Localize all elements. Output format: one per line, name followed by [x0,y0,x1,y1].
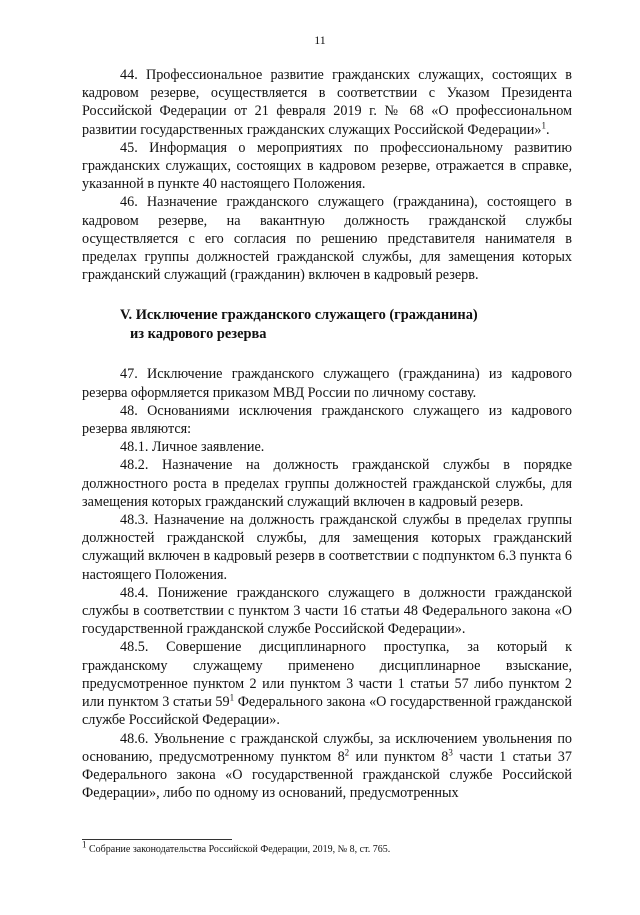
paragraph-48-5-text-a: 48.5. Совершение дисциплинарного проступка, за который к гражданскому служащему применено дисциплинарное взыскание, предусмотренное пунктом 2 или пунктом 3 части 1 статьи 57 либо пунктом 2 или пунктом 3 статьи 59 [82,639,572,711]
paragraph-48-6-text-b: или пунктом 8 [349,748,449,765]
footnote-ref: 1 [541,119,546,130]
paragraph-48-5-text-b: Федерального закона «О государственной гражданской службе Российской Федерации». [82,694,572,729]
footnote-marker: 1 [82,839,87,850]
paragraph-48-6-text-a: 48.6. Увольнение с гражданской службы, за исключением увольнения по основанию, предусмотренному пунктом 8 [82,730,572,765]
paragraph-48-3: 48.3. Назначение на должность гражданской службы в пределах группы должностей гражданской службы, для замещения которых гражданский служащий включен в кадровый резерв в соответствии с подпунктом 6.3 пункта 6 настоящего Положения. [82,512,572,583]
paragraph-44 [82,66,572,139]
section-heading-line1: V. Исключение гражданского служащего (гражданина) [120,307,478,324]
paragraph-48-1: 48.1. Личное заявление. [120,439,265,456]
document-body [82,66,572,802]
paragraph-48: 48. Основаниями исключения гражданского служащего из кадрового резерва являются: [82,402,572,438]
paragraph-47: 47. Исключение гражданского служащего (гражданина) из кадрового резерва оформляется приказом МВД России по личному составу. [82,366,572,401]
paragraph-48-4: 48.4. Понижение гражданского служащего в должности гражданской службы в соответствии с пунктом 3 части 16 статьи 48 Федерального закона «О государственной гражданской службе Российской Федерации». [82,584,572,638]
section-heading [82,306,572,343]
paragraph-48-6 [82,730,572,803]
footnote [82,839,391,855]
superscript: 3 [448,746,453,757]
paragraph-48-6-text-c: части 1 статьи 37 Федерального закона «О государственной гражданской службе Российской Федерации», либо по одному из оснований, предусмотренных [82,748,572,802]
page-number: 11 [314,33,326,47]
paragraph-48-2: 48.2. Назначение на должность гражданской службы в порядке должностного роста в пределах группы должностей гражданской службы, для замещения которых гражданский служащий включен в кадровый резерв. [82,457,572,510]
superscript: 2 [344,746,350,757]
superscript: 1 [229,692,235,703]
paragraph-48-5 [82,638,572,729]
section-heading-line2: из кадрового резерва [130,325,267,342]
paragraph-44-tail: . [545,121,550,138]
paragraph-44-text: 44. Профессиональное развитие гражданских служащих, состоящих в кадровом резерве, осуществляется в соответствии с Указом Президента Российской Федерации от 21 февраля 2019 г. № 68 «О профессиональном развитии государственных гражданских служащих Российской Федерации» [82,67,572,138]
footnote-text: Собрание законодательства Российской Федерации, 2019, № 8, ст. 765. [86,844,391,855]
paragraph-45: 45. Информация о мероприятиях по профессиональному развитию гражданских служащих, состоящих в кадровом резерве, отражается в справке, указанной в пункте 40 настоящего Положения. [82,139,572,193]
footnote-divider [82,839,232,840]
paragraph-46: 46. Назначение гражданского служащего (гражданина), состоящего в кадровом резерве, на вакантную должность гражданской службы осуществляется с его согласия по решению представителя нанимателя в пределах группы должностей гражданской службы, для замещения которых гражданский служащий (гражданин) включен в кадровый резерв. [82,194,572,284]
